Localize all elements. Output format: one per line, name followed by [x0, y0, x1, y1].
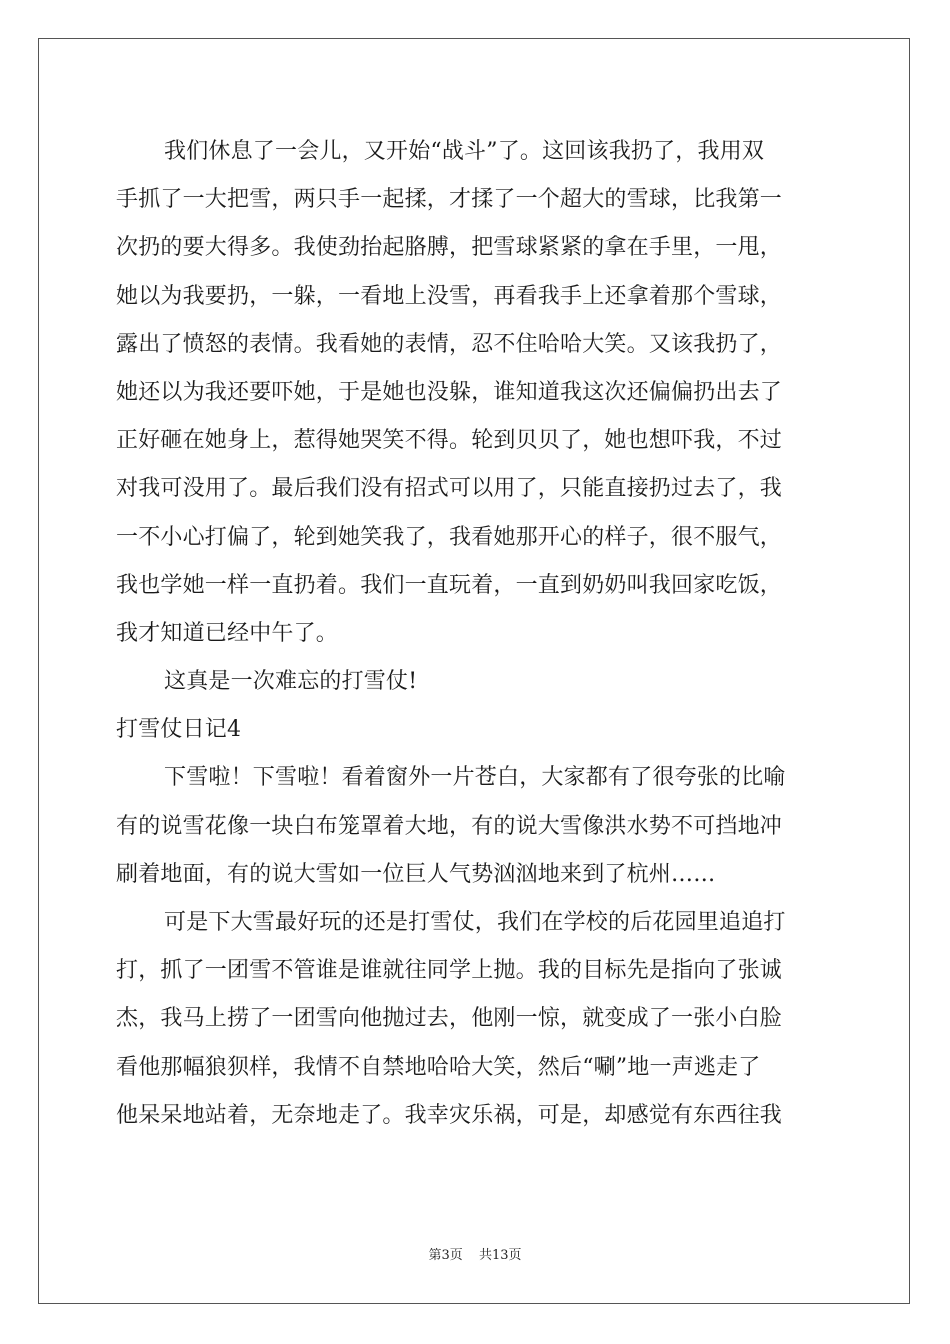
text-line: 一不小心打偏了，轮到她笑我了，我看她那开心的样子，很不服气，: [116, 524, 783, 550]
text-line: 我们休息了一会儿，又开始“战斗”了。这回该我扔了，我用双: [164, 139, 765, 164]
page-number: 第3页: [428, 1248, 463, 1263]
text-line: 打，抓了一团雪不管谁是谁就往同学上抛。我的目标先是指向了张诚: [116, 958, 783, 984]
text-line: 我才知道已经中午了。: [116, 620, 339, 646]
text-line: 可是下大雪最好玩的还是打雪仗，我们在学校的后花园里追追打: [164, 910, 786, 935]
section-heading: 打雪仗日记4: [116, 717, 242, 743]
document-body: [116, 128, 838, 1140]
text-line: 次扔的要大得多。我使劲抬起胳膊，把雪球紧紧的拿在手里，一甩，: [116, 235, 783, 261]
text-line: 她还以为我还要吓她，于是她也没躲，谁知道我这次还偏偏扔出去了: [116, 379, 783, 405]
page-total: 共13页: [478, 1248, 522, 1263]
text-line: 他呆呆地站着，无奈地走了。我幸灾乐祸，可是，却感觉有东西往我: [116, 1102, 783, 1128]
text-line: 有的说雪花像一块白布笼罩着大地，有的说大雪像洪水势不可挡地冲: [116, 813, 783, 839]
text-line: 她以为我要扔，一躲，一看地上没雪，再看我手上还拿着那个雪球，: [116, 283, 783, 309]
text-line: 露出了愤怒的表情。我看她的表情，忍不住哈哈大笑。又该我扔了，: [116, 331, 783, 357]
text-line: 这真是一次难忘的打雪仗!: [164, 669, 418, 695]
text-line: 刷着地面，有的说大雪如一位巨人气势汹汹地来到了杭州……: [116, 861, 716, 887]
text-line: 看他那幅狼狈样，我情不自禁地哈哈大笑，然后“唰”地一声逃走了: [116, 1054, 761, 1080]
text-line: 对我可没用了。最后我们没有招式可以用了，只能直接扔过去了，我: [116, 476, 783, 502]
text-line: 下雪啦！下雪啦！看着窗外一片苍白，大家都有了很夸张的比喻: [164, 765, 786, 791]
text-line: 正好砸在她身上，惹得她哭笑不得。轮到贝贝了，她也想吓我，不过: [116, 428, 783, 454]
text-line: 我也学她一样一直扔着。我们一直玩着，一直到奶奶叫我回家吃饭，: [116, 572, 783, 598]
text-line: 杰，我马上捞了一团雪向他抛过去，他刚一惊，就变成了一张小白脸: [116, 1006, 783, 1032]
page-footer: [0, 1244, 950, 1263]
text-line: 手抓了一大把雪，两只手一起揉，才揉了一个超大的雪球，比我第一: [116, 187, 783, 213]
